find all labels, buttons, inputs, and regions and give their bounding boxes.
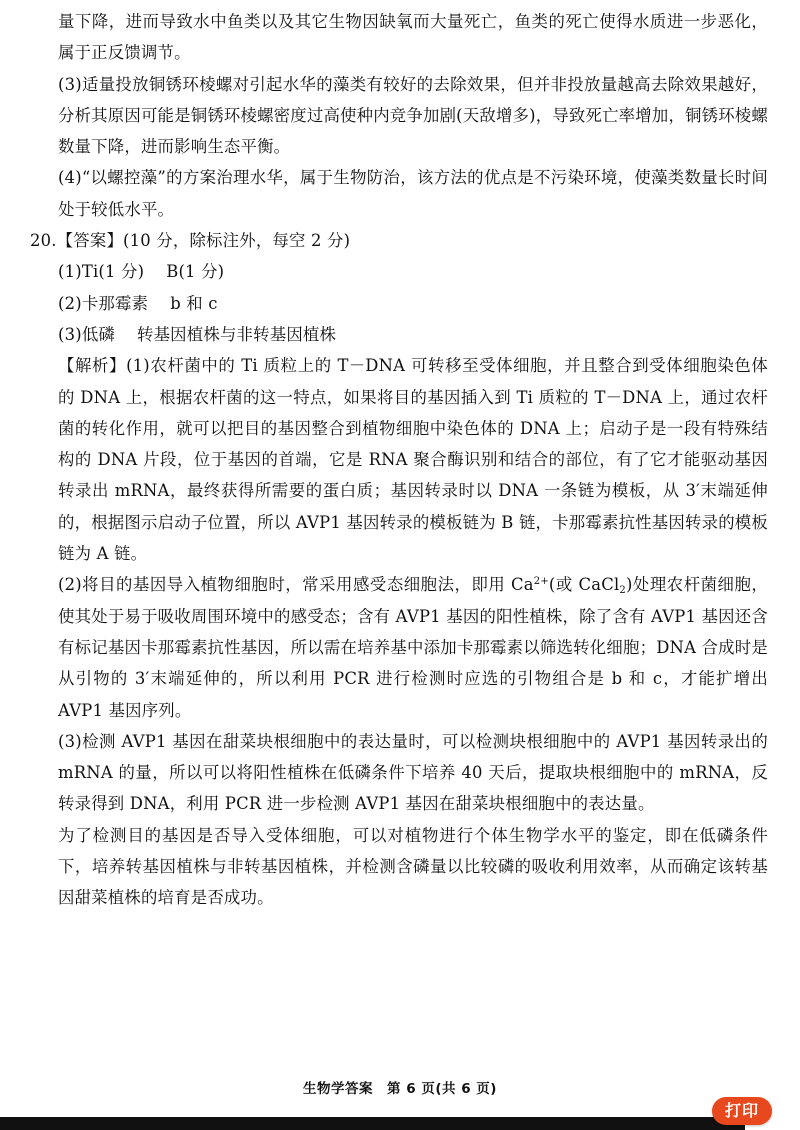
paragraph-q19-part3: (3)适量投放铜锈环棱螺对引起水华的藻类有较好的去除效果，但并非投放量越高去除效果越好，分析其原因可能是铜锈环棱螺密度过高使种内竞争加剧(天敌增多)，导致死亡率增加，铜锈环棱螺数量下降，进而影响生态平衡。 (58, 74, 768, 157)
answer-content (30, 6, 768, 914)
paragraph-q19-part4: (4)“以螺控藻”的方案治理水华，属于生物防治，该方法的优点是不污染环境，使藻类数量长时间处于较低水平。 (58, 168, 768, 219)
explanation-2-text-a: (2)将目的基因导入植物细胞时，常采用感受态细胞法，即用 Ca (58, 575, 534, 595)
answer-1-second: B(1 分) (166, 262, 225, 282)
explanation-part-2 (58, 569, 768, 725)
page-footer: 生物学答案 第 6 页(共 6 页) (303, 1081, 497, 1097)
explanation-2-text-b: (或 CaCl (548, 575, 620, 595)
explanation-2-text-c: )处理农杆菌细胞，使其处于易于吸收周围环境中的感受态；含有 AVP1 基因的阳性植株，除了含有 AVP1 基因还含有标记基因卡那霉素抗性基因，所以需在培养基中添加卡那霉素以筛选转化细胞；DNA 合成时是从引物的 3′末端延伸的，所以利用 PCR 进行检测时应选的引物组合是 b 和 c，才能扩增出 AVP1 基因序列。 (58, 575, 768, 720)
answer-3-second: 转基因植株与非转基因植株 (137, 324, 337, 344)
explanation-part-4: 为了检测目的基因是否导入受体细胞，可以对植物进行个体生物学水平的鉴定，即在低磷条件下，培养转基因植株与非转基因植株，并检测含磷量以比较磷的吸收利用效率，从而确定该转基因甜菜植株的培育是否成功。 (58, 825, 768, 908)
answer-2-first: (2)卡那霉素 (58, 293, 149, 313)
question-20-header: 20.【答案】(10 分，除标注外，每空 2 分) (30, 231, 351, 251)
bottom-border-bar (0, 1117, 800, 1130)
calcium-charge-superscript: 2+ (533, 576, 549, 588)
answer-line-1 (58, 256, 768, 287)
answer-1-first: (1)Ti(1 分) (58, 262, 145, 282)
explanation-part-1: 【解析】(1)农杆菌中的 Ti 质粒上的 T－DNA 可转移至受体细胞，并且整合到受体细胞染色体的 DNA 上，根据农杆菌的这一特点，如果将目的基因插入到 Ti 质粒的 T－DNA 上，通过农杆菌的转化作用，就可以把目的基因整合到植物细胞中染色体的 DNA 上；启动子是一段有特殊结构的 DNA 片段，位于基因的首端，它是 RNA 聚合酶识别和结合的部位，有了它才能驱动基因转录出 mRNA，最终获得所需要的蛋白质；基因转录时以 DNA 一条链为模板，从 3′末端延伸的，根据图示启动子位置，所以 AVP1 基因转录的模板链为 B 链，卡那霉素抗性基因转录的模板链为 A 链。 (58, 356, 768, 564)
paragraph-continuation: 量下降，进而导致水中鱼类以及其它生物因缺氧而大量死亡，鱼类的死亡使得水质进一步恶化，属于正反馈调节。 (58, 12, 768, 63)
print-button[interactable]: 打印 (712, 1097, 772, 1125)
answer-3-first: (3)低磷 (58, 324, 115, 344)
answer-2-second: b 和 c (170, 293, 218, 313)
answer-line-3 (58, 319, 768, 350)
answer-line-2 (58, 288, 768, 319)
chloride-count-subscript: 2 (619, 585, 626, 597)
explanation-part-3: (3)检测 AVP1 基因在甜菜块根细胞中的表达量时，可以检测块根细胞中的 AVP1 基因转录出的 mRNA 的量，所以可以将阳性植株在低磷条件下培养 40 天后，提取块根细胞中的 mRNA，反转录得到 DNA，利用 PCR 进一步检测 AVP1 基因在甜菜块根细胞中的表达量。 (58, 731, 768, 814)
